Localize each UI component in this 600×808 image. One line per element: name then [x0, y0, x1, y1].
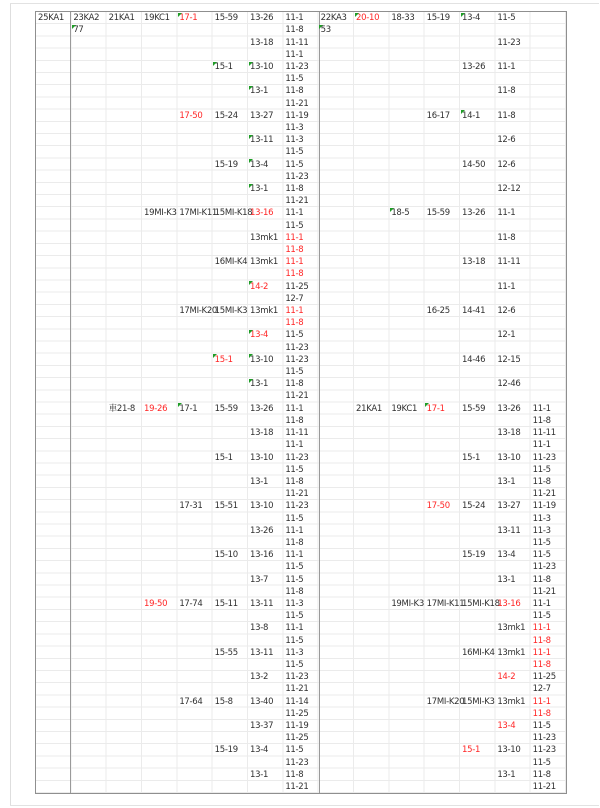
- grid-cell[interactable]: 11-23: [285, 757, 309, 768]
- grid-cell[interactable]: 53: [320, 25, 331, 36]
- grid-cell[interactable]: 13-26: [250, 525, 274, 536]
- grid-cell[interactable]: 12-7: [285, 293, 304, 304]
- grid-cell[interactable]: 15-1: [214, 452, 233, 463]
- grid-cell[interactable]: 11-8: [532, 574, 551, 585]
- grid-cell[interactable]: 23KA2: [73, 13, 100, 24]
- grid-cell[interactable]: 13-16: [497, 598, 521, 609]
- grid-cell[interactable]: 11-1: [497, 281, 516, 292]
- grid-cell[interactable]: 15-10: [214, 550, 238, 561]
- grid-cell[interactable]: 11-23: [532, 733, 556, 744]
- grid-cell[interactable]: 11-21: [532, 489, 556, 500]
- grid-cell[interactable]: 11-21: [285, 489, 309, 500]
- grid-cell[interactable]: 13-4: [497, 720, 516, 731]
- grid-cell[interactable]: 15-19: [214, 159, 238, 170]
- grid-cell[interactable]: 17-1: [426, 403, 445, 414]
- grid-cell[interactable]: 12-1: [497, 330, 516, 341]
- grid-cell[interactable]: 11-8: [532, 769, 551, 780]
- grid-cell[interactable]: 15-59: [462, 403, 486, 414]
- grid-cell[interactable]: 11-23: [285, 501, 309, 512]
- grid-cell[interactable]: 11-8: [285, 769, 304, 780]
- grid-cell[interactable]: 11-19: [285, 720, 309, 731]
- grid-cell[interactable]: 11-5: [285, 147, 304, 158]
- grid-cell[interactable]: 11-11: [285, 428, 309, 439]
- grid-cell[interactable]: 13mk1: [250, 306, 278, 317]
- grid-cell[interactable]: 11-1: [285, 208, 304, 219]
- grid-cell[interactable]: 13-10: [250, 354, 274, 365]
- grid-cell[interactable]: 11-5: [532, 537, 551, 548]
- grid-cell[interactable]: 13-26: [497, 403, 521, 414]
- grid-cell[interactable]: 11-3: [285, 135, 304, 146]
- grid-cell[interactable]: 13-10: [250, 501, 274, 512]
- grid-cell[interactable]: 11-5: [285, 611, 304, 622]
- grid-cell[interactable]: 21KA1: [108, 13, 135, 24]
- grid-cell[interactable]: 11-1: [285, 440, 304, 451]
- grid-cell[interactable]: 17-74: [179, 598, 203, 609]
- grid-cell[interactable]: 11-5: [285, 745, 304, 756]
- grid-cell[interactable]: 11-21: [285, 684, 309, 695]
- grid-cell[interactable]: 17-50: [426, 501, 450, 512]
- error-indicator-icon: [249, 159, 253, 163]
- grid-cell[interactable]: 11-8: [285, 586, 304, 597]
- grid-cell[interactable]: 19KC1: [391, 403, 418, 414]
- grid-cell[interactable]: 19MI-K3: [391, 598, 424, 609]
- grid-cell[interactable]: 13-26: [250, 403, 274, 414]
- grid-cell[interactable]: 13-1: [250, 476, 269, 487]
- grid-cell[interactable]: 11-3: [532, 513, 551, 524]
- error-indicator-icon: [249, 281, 253, 285]
- grid-cell[interactable]: 13mk1: [497, 647, 526, 658]
- grid-cell[interactable]: 11-25: [532, 672, 556, 683]
- grid-cell[interactable]: 15MI-K18: [214, 208, 253, 219]
- spreadsheet-grid: [35, 11, 567, 794]
- grid-cell[interactable]: 13-1: [497, 769, 516, 780]
- grid-cell[interactable]: 13mk1: [250, 257, 278, 268]
- grid-cell[interactable]: 11-8: [285, 184, 304, 195]
- grid-cell[interactable]: 15-59: [214, 13, 238, 24]
- grid-cell[interactable]: 17-1: [179, 13, 198, 24]
- grid-cell[interactable]: 19-50: [144, 598, 168, 609]
- grid-cell[interactable]: 13-4: [250, 330, 269, 341]
- grid-cell[interactable]: 車21-8: [108, 403, 135, 414]
- grid-cell[interactable]: 15-24: [462, 501, 486, 512]
- grid-cell[interactable]: 11-5: [532, 611, 551, 622]
- grid-cell[interactable]: 11-5: [285, 74, 304, 85]
- grid-cell[interactable]: 13-26: [462, 208, 486, 219]
- grid-cell[interactable]: 11-8: [497, 232, 516, 243]
- grid-cell[interactable]: 11-8: [497, 86, 516, 97]
- grid-cell[interactable]: 15-1: [214, 62, 233, 72]
- grid-cell[interactable]: 11-14: [285, 696, 309, 707]
- grid-cell[interactable]: 11-11: [285, 37, 309, 48]
- grid-cell[interactable]: 11-8: [285, 245, 304, 256]
- error-indicator-icon: [319, 25, 323, 29]
- grid-cell[interactable]: 11-1: [532, 623, 551, 634]
- grid-cell[interactable]: 18-33: [391, 13, 415, 24]
- grid-cell[interactable]: 11-1: [497, 62, 516, 72]
- grid-cell[interactable]: 11-3: [285, 598, 304, 609]
- grid-cell[interactable]: 13-40: [250, 696, 274, 707]
- grid-cell[interactable]: 11-5: [285, 330, 304, 341]
- grid-cell[interactable]: 13-4: [462, 13, 481, 24]
- grid-cell[interactable]: 11-11: [532, 428, 556, 439]
- grid-cell[interactable]: 19MI-K3: [144, 208, 177, 219]
- grid-cell[interactable]: 13-11: [250, 598, 274, 609]
- grid-cell[interactable]: 11-1: [285, 623, 304, 634]
- grid-cell[interactable]: 11-8: [285, 415, 304, 426]
- grid-cell[interactable]: 15-11: [214, 598, 238, 609]
- grid-cell[interactable]: 12-7: [532, 684, 551, 695]
- grid-cell[interactable]: 14-2: [497, 672, 516, 683]
- grid-cell[interactable]: 13-18: [497, 428, 521, 439]
- grid-cell[interactable]: 11-1: [532, 647, 551, 658]
- grid-cell[interactable]: 11-3: [285, 123, 304, 134]
- grid-cell[interactable]: 11-23: [532, 562, 556, 573]
- grid-cell[interactable]: 13-11: [250, 135, 274, 146]
- column-group-border-left: [70, 12, 71, 793]
- grid-cell[interactable]: 11-21: [285, 781, 309, 792]
- grid-cell[interactable]: 16MI-K4: [462, 647, 495, 658]
- grid-cell[interactable]: 11-8: [532, 415, 551, 426]
- error-indicator-icon: [461, 13, 465, 17]
- grid-cell[interactable]: 16MI-K4: [214, 257, 248, 268]
- grid-cell[interactable]: 15-55: [214, 647, 238, 658]
- grid-cell[interactable]: 11-1: [285, 13, 304, 24]
- error-indicator-icon: [249, 62, 253, 66]
- grid-cell[interactable]: 14-50: [462, 159, 486, 170]
- grid-cell[interactable]: 16-17: [426, 110, 450, 121]
- error-indicator-icon: [249, 330, 253, 334]
- grid-cell[interactable]: 17MI-K20: [179, 306, 218, 317]
- column-group-border-middle: [319, 12, 320, 793]
- grid-cell[interactable]: 11-21: [285, 196, 309, 207]
- grid-cell[interactable]: 19KC1: [144, 13, 170, 24]
- grid-cell[interactable]: 17-64: [179, 696, 203, 707]
- grid-cell[interactable]: 22KA3: [320, 13, 347, 24]
- grid-cell[interactable]: 15-51: [214, 501, 238, 512]
- grid-cell[interactable]: 19-26: [144, 403, 168, 414]
- grid-cell[interactable]: 11-21: [532, 586, 556, 597]
- grid-cell[interactable]: 13-1: [250, 769, 269, 780]
- grid-cell[interactable]: 11-1: [532, 598, 551, 609]
- grid-cell[interactable]: 14-2: [250, 281, 269, 292]
- error-indicator-icon: [355, 13, 359, 17]
- grid-cell[interactable]: 11-5: [285, 562, 304, 573]
- grid-cell[interactable]: 15-19: [214, 745, 238, 756]
- grid-cell[interactable]: 11-1: [285, 49, 304, 60]
- grid-cell[interactable]: 11-8: [532, 708, 551, 719]
- grid-cell[interactable]: 15-19: [462, 550, 486, 561]
- grid-cell[interactable]: 13-18: [462, 257, 486, 268]
- grid-cell[interactable]: 13-27: [497, 501, 521, 512]
- grid-cell[interactable]: 25KA1: [38, 13, 64, 24]
- grid-cell[interactable]: 11-8: [285, 537, 304, 548]
- grid-cell[interactable]: 11-5: [285, 464, 304, 475]
- grid-cell[interactable]: 12-46: [497, 379, 521, 390]
- grid-cell[interactable]: 11-21: [285, 391, 309, 402]
- grid-cell[interactable]: 11-5: [285, 367, 304, 378]
- grid-cell[interactable]: 14-46: [462, 354, 486, 365]
- grid-cell[interactable]: 17-1: [179, 403, 198, 414]
- grid-cell[interactable]: 13-10: [497, 745, 521, 756]
- grid-cell[interactable]: 14-41: [462, 306, 486, 317]
- grid-cell[interactable]: 20-10: [356, 13, 380, 24]
- grid-cell[interactable]: 11-19: [532, 501, 556, 512]
- grid-cell[interactable]: 15-24: [214, 110, 238, 121]
- grid-cell[interactable]: 11-8: [532, 659, 551, 670]
- grid-cell[interactable]: 13mk1: [497, 696, 526, 707]
- grid-cell[interactable]: 11-1: [285, 257, 304, 268]
- grid-cell[interactable]: 15MI-K3: [214, 306, 248, 317]
- grid-cell[interactable]: 11-8: [532, 635, 551, 646]
- grid-cell[interactable]: 15-1: [462, 452, 481, 463]
- error-indicator-icon: [249, 135, 253, 139]
- grid-cell[interactable]: 11-1: [532, 696, 551, 707]
- grid-cell[interactable]: 11-8: [532, 476, 551, 487]
- grid-cell[interactable]: 13-1: [250, 184, 269, 195]
- grid-cell[interactable]: 11-21: [532, 781, 556, 792]
- grid-cell[interactable]: 13-4: [497, 550, 516, 561]
- grid-cell[interactable]: 11-5: [532, 550, 551, 561]
- grid-cell[interactable]: 15MI-K3: [462, 696, 495, 707]
- grid-cell[interactable]: 17-31: [179, 501, 203, 512]
- grid-cell[interactable]: 77: [73, 25, 84, 36]
- grid-cell[interactable]: 15-59: [426, 208, 450, 219]
- grid-cell[interactable]: 11-23: [285, 62, 309, 72]
- grid-cell[interactable]: 13-10: [497, 452, 521, 463]
- grid-cell[interactable]: 11-23: [285, 171, 309, 182]
- grid-cell[interactable]: 11-5: [532, 464, 551, 475]
- grid-cell[interactable]: 13mk1: [250, 232, 278, 243]
- grid-cell[interactable]: 11-8: [285, 379, 304, 390]
- grid-cell[interactable]: 13-18: [250, 428, 274, 439]
- grid-cell[interactable]: 15-1: [462, 745, 481, 756]
- error-indicator-icon: [213, 354, 217, 358]
- grid-cell[interactable]: 13-10: [250, 452, 274, 463]
- error-indicator-icon: [72, 25, 76, 29]
- grid-cell[interactable]: 11-5: [532, 720, 551, 731]
- grid-cell[interactable]: 13-1: [250, 379, 269, 390]
- grid-cell[interactable]: 11-5: [532, 757, 551, 768]
- grid-cell[interactable]: 11-23: [532, 745, 556, 756]
- grid-cell[interactable]: 11-5: [285, 220, 304, 231]
- grid-cell[interactable]: 13-11: [250, 647, 274, 658]
- grid-cell[interactable]: 15-8: [214, 696, 233, 707]
- grid-cell[interactable]: 12-6: [497, 306, 516, 317]
- grid-cell[interactable]: 13mk1: [497, 623, 526, 634]
- grid-cell[interactable]: 11-8: [285, 318, 304, 329]
- grid-cell[interactable]: 11-1: [285, 403, 304, 414]
- error-indicator-icon: [390, 208, 394, 212]
- grid-cell[interactable]: 11-1: [285, 232, 304, 243]
- error-indicator-icon: [249, 379, 253, 383]
- grid-cell[interactable]: 11-25: [285, 281, 309, 292]
- grid-cell[interactable]: 11-1: [285, 550, 304, 561]
- grid-cell[interactable]: 21KA1: [356, 403, 382, 414]
- grid-cell[interactable]: 11-8: [285, 269, 304, 280]
- grid-cell[interactable]: 11-1: [532, 440, 551, 451]
- page-break-vertical-line: [10, 3, 11, 805]
- grid-cell[interactable]: 12-6: [497, 159, 516, 170]
- grid-cell[interactable]: 15-59: [214, 403, 238, 414]
- grid-cell[interactable]: 11-25: [285, 733, 309, 744]
- grid-cell[interactable]: 13-1: [497, 476, 516, 487]
- grid-cell[interactable]: 11-8: [497, 110, 516, 121]
- grid-cell[interactable]: 14-1: [462, 110, 481, 121]
- grid-cell[interactable]: 11-5: [285, 635, 304, 646]
- grid-cell[interactable]: 13-26: [462, 62, 486, 72]
- grid-cell[interactable]: 17MI-K20: [426, 696, 465, 707]
- grid-cell[interactable]: 11-1: [532, 403, 551, 414]
- grid-cell[interactable]: 13-26: [250, 13, 274, 24]
- grid-cell[interactable]: 11-23: [285, 342, 309, 353]
- grid-cell[interactable]: 13-27: [250, 110, 274, 121]
- grid-cell[interactable]: 11-23: [285, 672, 309, 683]
- error-indicator-icon: [425, 403, 429, 407]
- grid-cell[interactable]: 16-25: [426, 306, 450, 317]
- grid-cell[interactable]: 15MI-K18: [462, 598, 500, 609]
- grid-cell[interactable]: 13-16: [250, 550, 274, 561]
- grid-cell[interactable]: 13-16: [250, 208, 274, 219]
- grid-cell[interactable]: 11-19: [285, 110, 309, 121]
- grid-cell[interactable]: 11-5: [285, 574, 304, 585]
- grid-cell[interactable]: 11-5: [285, 159, 304, 170]
- grid-cell[interactable]: 11-5: [285, 659, 304, 670]
- grid-cell[interactable]: 17MI-K11: [179, 208, 218, 219]
- grid-cell[interactable]: 11-8: [285, 476, 304, 487]
- grid-cell[interactable]: 11-1: [497, 208, 516, 219]
- grid-cell[interactable]: 11-5: [497, 13, 516, 24]
- grid-cell[interactable]: 13-1: [250, 86, 269, 97]
- grid-cell[interactable]: 11-23: [532, 452, 556, 463]
- error-indicator-icon: [213, 62, 217, 66]
- grid-cell[interactable]: 11-5: [285, 513, 304, 524]
- grid-cell[interactable]: 11-8: [285, 86, 304, 97]
- grid-cell[interactable]: 13-8: [250, 623, 269, 634]
- grid-cell[interactable]: 11-25: [285, 708, 309, 719]
- grid-cell[interactable]: 13-18: [250, 37, 274, 48]
- grid-cell[interactable]: 11-11: [497, 257, 521, 268]
- grid-cell[interactable]: 13-7: [250, 574, 269, 585]
- grid-cell[interactable]: 12-6: [497, 135, 516, 146]
- grid-cell[interactable]: 11-1: [285, 306, 304, 317]
- error-indicator-icon: [249, 86, 253, 90]
- error-indicator-icon: [178, 13, 182, 17]
- grid-cell[interactable]: 12-12: [497, 184, 521, 195]
- grid-cell[interactable]: 17-50: [179, 110, 203, 121]
- error-indicator-icon: [178, 403, 182, 407]
- grid-cell[interactable]: 13-10: [250, 62, 274, 72]
- grid-cell[interactable]: 13-37: [250, 720, 274, 731]
- grid-cell[interactable]: 11-23: [497, 37, 521, 48]
- grid-cell[interactable]: 11-1: [285, 525, 304, 536]
- grid-cell[interactable]: 11-21: [285, 98, 309, 109]
- grid-cell[interactable]: 17MI-K11: [426, 598, 465, 609]
- grid-cell[interactable]: 11-3: [532, 525, 551, 536]
- page-break-horizontal-line-top: [10, 3, 599, 4]
- grid-cell[interactable]: 11-3: [285, 647, 304, 658]
- grid-cell[interactable]: 13-4: [250, 745, 269, 756]
- grid-cell[interactable]: 13-2: [250, 672, 269, 683]
- grid-cell[interactable]: 12-15: [497, 354, 521, 365]
- error-indicator-icon: [461, 110, 465, 114]
- grid-cell[interactable]: 13-4: [250, 159, 269, 170]
- error-indicator-icon: [249, 184, 253, 188]
- grid-cell[interactable]: 13-1: [497, 574, 516, 585]
- page-break-horizontal-line-bottom: [10, 805, 599, 806]
- grid-cell[interactable]: 15-1: [214, 354, 233, 365]
- grid-cell[interactable]: 15-19: [426, 13, 450, 24]
- grid-cell[interactable]: 18-5: [391, 208, 410, 219]
- grid-cell[interactable]: 11-23: [285, 452, 309, 463]
- grid-cell[interactable]: 11-23: [285, 354, 309, 365]
- grid-cell[interactable]: 11-8: [285, 25, 304, 36]
- error-indicator-icon: [249, 354, 253, 358]
- grid-cell[interactable]: 13-11: [497, 525, 521, 536]
